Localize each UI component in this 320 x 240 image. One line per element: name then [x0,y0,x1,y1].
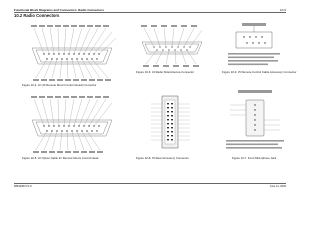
figure-front-mic-jack [224,88,286,152]
figure-caption-10-8: Figure 10-8. J5 Rear Accessory Connector [136,156,189,160]
figure-j3-connector [136,24,208,68]
figure-caption-10-7: Figure 10-7. Front Microphone Jack [232,156,277,160]
figure-j5-connector [148,92,194,152]
figure-j2-connector [22,24,122,82]
document-number: 6881096C73-O [14,185,32,188]
figure-caption-10-4: Figure 10-4. J2 (J3 Remote Mount Control Head) Connector [22,83,97,87]
page-header-title: Functional Block Diagrams and Connectors: Radio Connectors [14,8,105,12]
figure-caption-10-6: Figure 10-6. J3 Radio Side/Antenna Connector [136,70,195,74]
figure-j2-option-cable [22,94,122,154]
page-number: 10-5 [279,8,286,12]
figure-caption-10-9: Figure 10-9. J5 Remote Control Cable Accessory Connector [222,70,297,74]
figure-caption-10-5: Figure 10-5. J2 Option Cable for Remote Mount Control Head [22,156,99,160]
section-title: 10.2 Radio Connectors [14,13,60,18]
publication-date: June 11, 2003 [269,185,286,188]
figure-j5-remote-cable [222,20,286,68]
